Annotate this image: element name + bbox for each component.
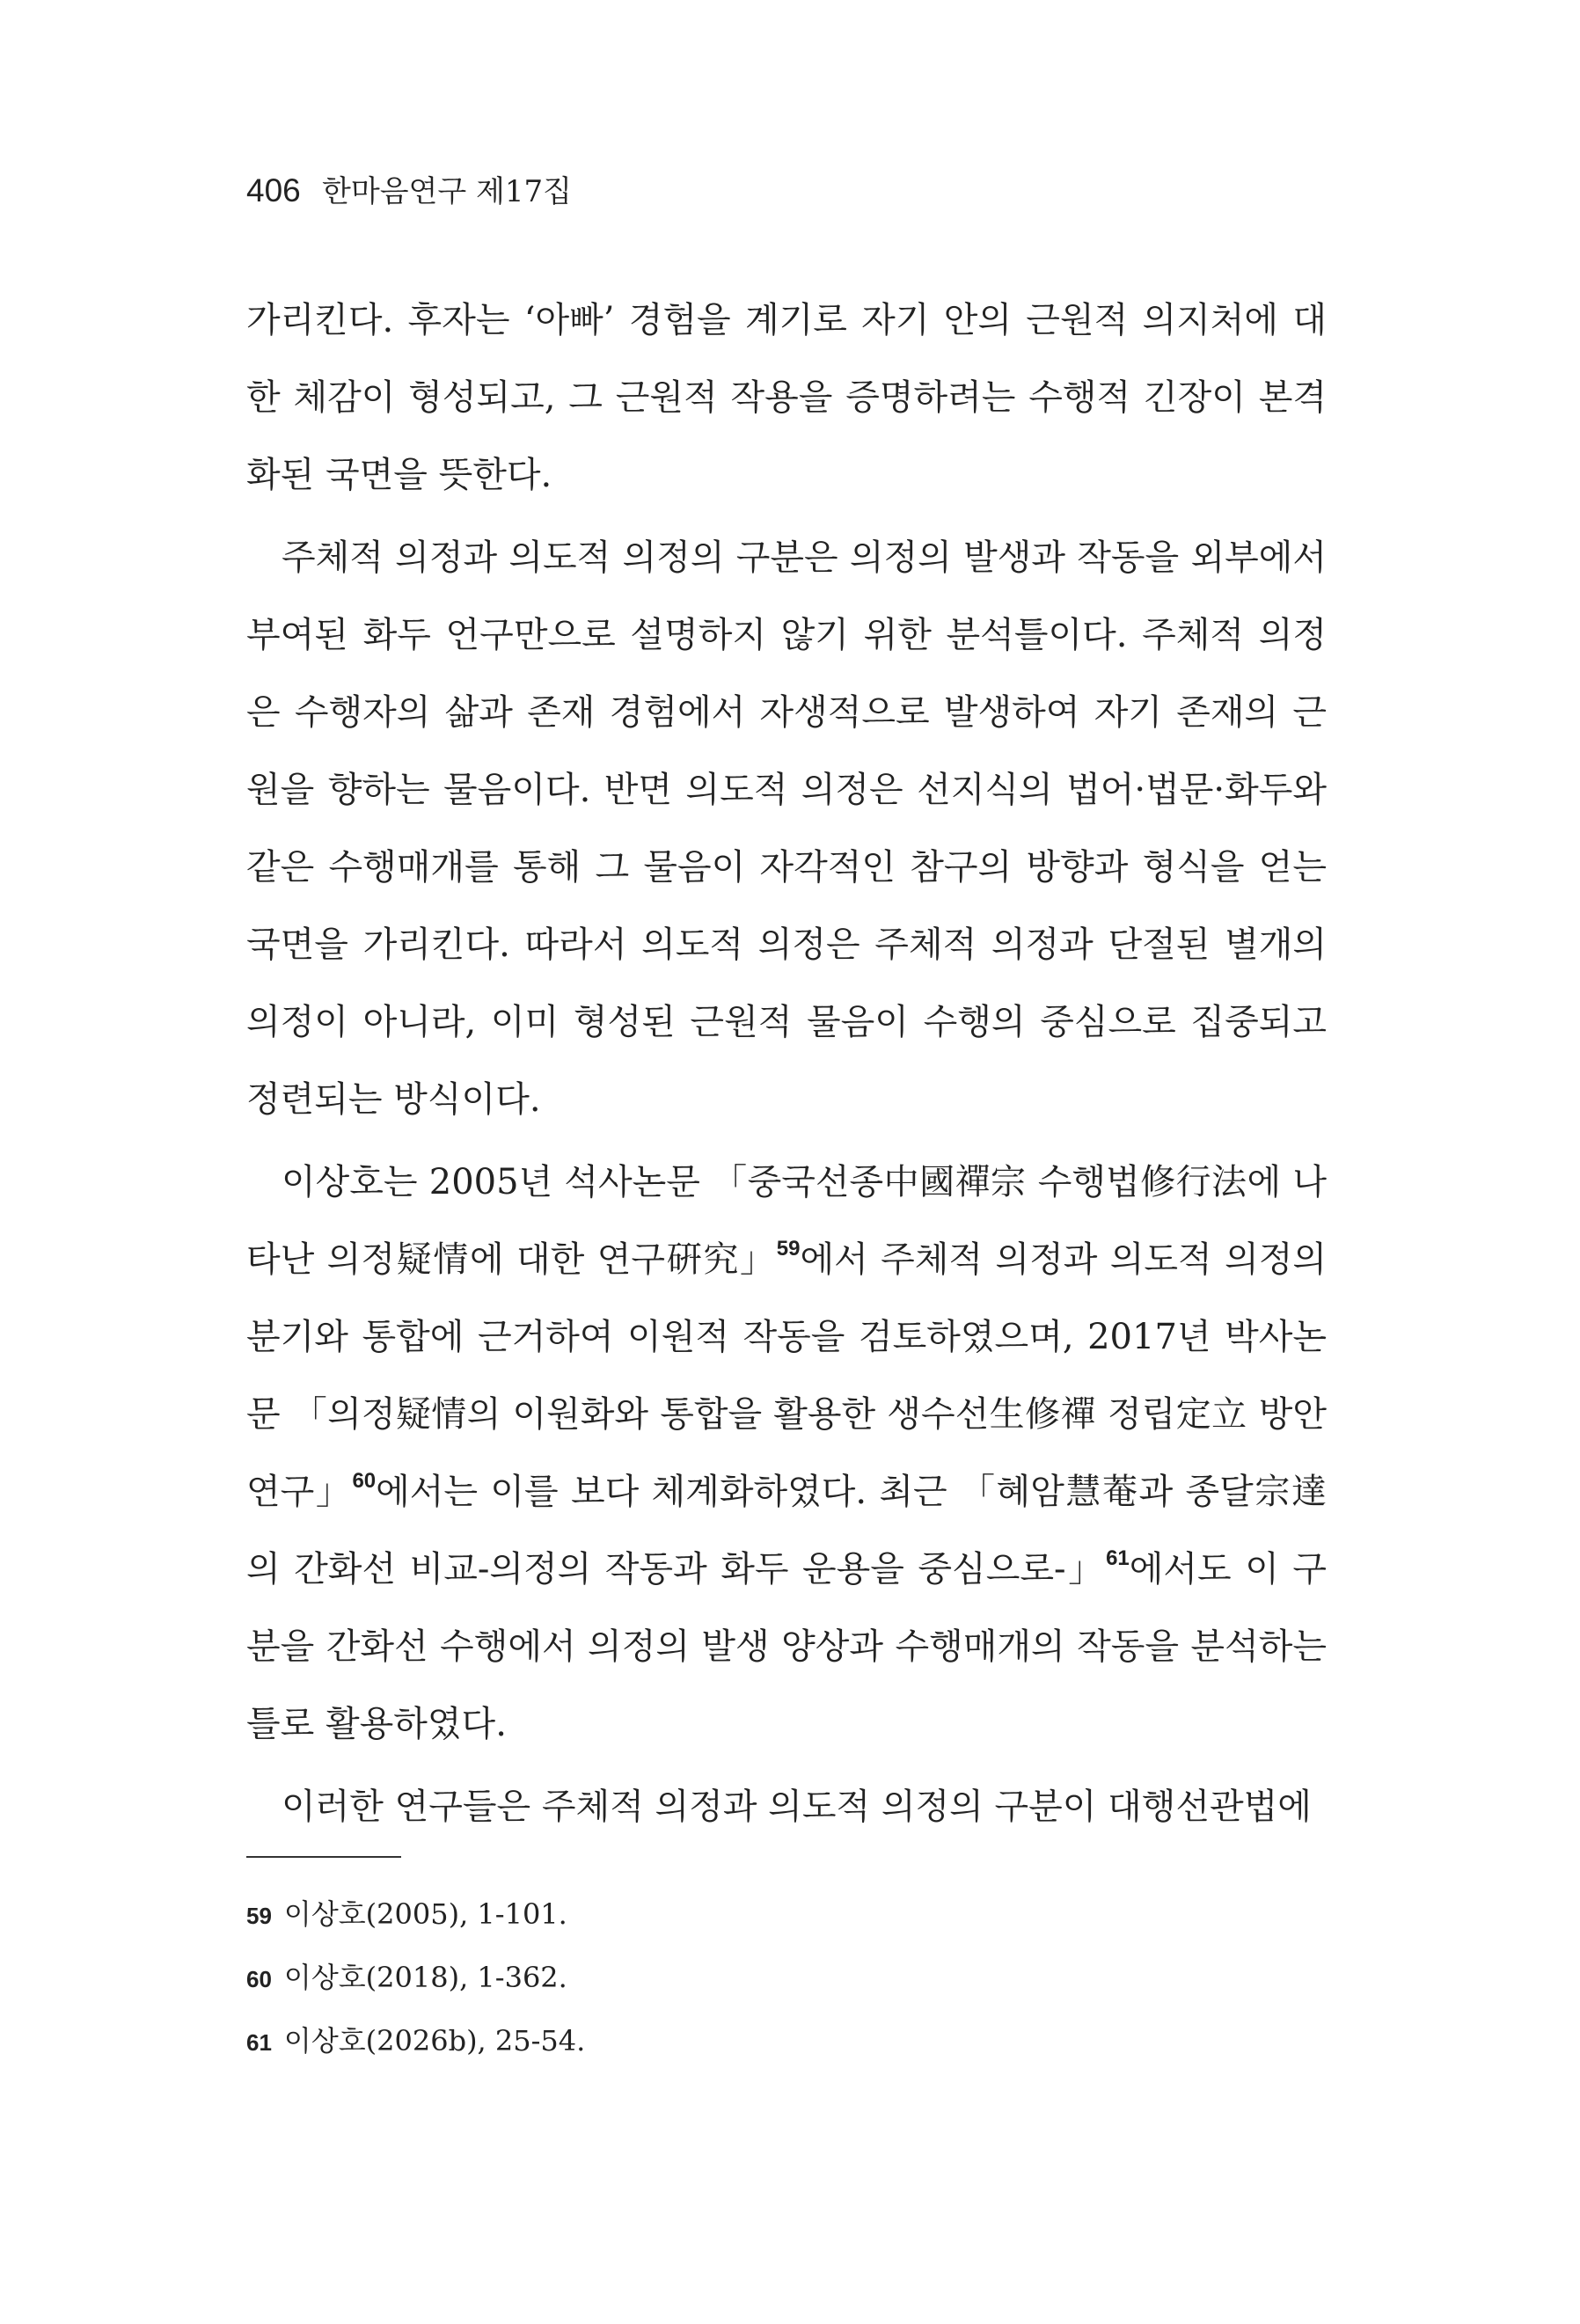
footnote-reference[interactable]: 60	[352, 1469, 377, 1493]
footnote-text: 이상호(2018), 1-362.	[283, 1961, 567, 1994]
footnote-number: 60	[246, 1966, 272, 1992]
paragraph-text: 가리킨다. 후자는 ‘아빠’ 경험을 계기로 자기 안의 근원적 의지처에 대한 체감이 형성되고, 그 근원적 작용을 증명하려는 수행적 긴장이 본격화된 국면을 뜻한다.	[246, 300, 1327, 495]
paragraph-text: 에서 주체적 의정과 의도적 의정의 분기와 통합에 근거하여 이원적 작동을 검토하였으며, 2017년 박사논문 「의정疑情의 이원화와 통합을 활용한 생수선生修禪 정립定立 방안 연구」	[246, 1239, 1327, 1512]
footnote-text: 이상호(2026b), 25-54.	[283, 2024, 586, 2057]
page-number: 406	[246, 172, 301, 208]
body-text	[246, 281, 1327, 1845]
footnote-reference[interactable]: 61	[1106, 1546, 1130, 1570]
paragraph-text: 주체적 의정과 의도적 의정의 구분은 의정의 발생과 작동을 외부에서 부여된 화두 언구만으로 설명하지 않기 위한 분석틀이다. 주체적 의정은 수행자의 삶과 존재 경험에서 자생적으로 발생하여 자기 존재의 근원을 향하는 물음이다. 반면 의도적 의정은 선지식의 법어·법문·화두와 같은 수행매개를 통해 그 물음이 자각적인 참구의 방향과 형식을 얻는 국면을 가리킨다. 따라서 의도적 의정은 주체적 의정과 단절된 별개의 의정이 아니라, 이미 형성된 근원적 물음이 수행의 중심으로 집중되고 정련되는 방식이다.	[246, 537, 1327, 1120]
footnote-number: 59	[246, 1903, 272, 1929]
paragraph-text: 이러한 연구들은 주체적 의정과 의도적 의정의 구분이 대행선관법에	[282, 1787, 1312, 1827]
paragraph-text: 에서는 이를 보다 체계화하였다. 최근 「혜암慧菴과 종달宗達의 간화선 비교-의정의 작동과 화두 운용을 중심으로-」	[246, 1472, 1327, 1590]
footnote-item	[246, 1882, 1327, 1946]
body-paragraph	[246, 281, 1327, 514]
footnote-separator	[246, 1856, 401, 1858]
paragraph-text: 이상호는 2005년 석사논문 「중국선종中國禪宗 수행법修行法에 나타난 의정疑情에 대한 연구硏究」	[246, 1162, 1327, 1280]
footnote-item	[246, 2009, 1327, 2072]
journal-title: 한마음연구 제17집	[322, 174, 572, 209]
footnote-number: 61	[246, 2029, 272, 2056]
footnotes	[246, 1882, 1327, 2072]
footnote-item	[246, 1946, 1327, 2009]
running-head	[246, 167, 572, 210]
footnote-text: 이상호(2005), 1-101.	[283, 1897, 567, 1931]
footnote-reference[interactable]: 59	[776, 1237, 801, 1261]
body-paragraph	[246, 1768, 1327, 1845]
body-paragraph	[246, 519, 1327, 1138]
paragraph-text: 에서도 이 구분을 간화선 수행에서 의정의 발생 양상과 수행매개의 작동을 분석하는 틀로 활용하였다.	[246, 1549, 1327, 1744]
body-paragraph	[246, 1144, 1327, 1763]
